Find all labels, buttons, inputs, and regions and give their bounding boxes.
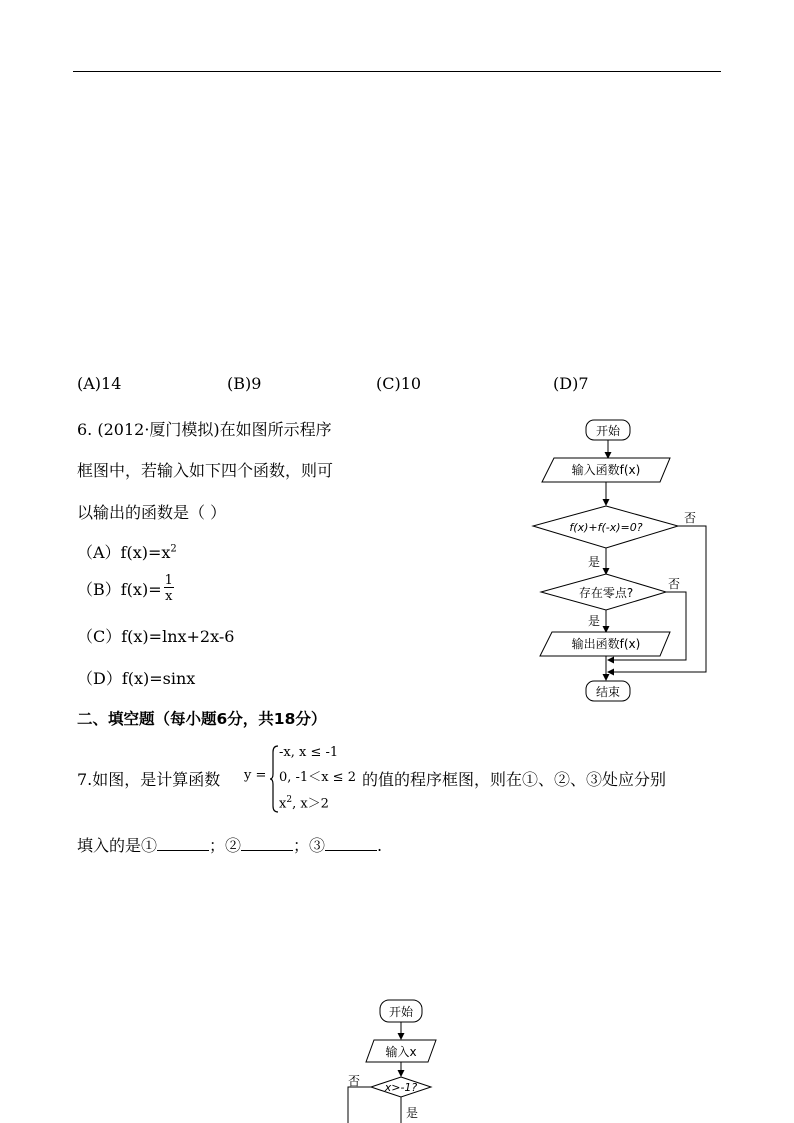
answer-blank-2[interactable] [241,836,293,851]
q6-option-a [77,540,177,563]
q5-option-d: (D)7 [553,374,589,393]
q6-line-1: 6. (2012·厦门模拟)在如图所示程序 [77,420,332,439]
q5-option-c: (C)10 [376,374,422,393]
flow-condition-1-label: f(x)+f(-x)=0? [569,521,643,534]
q7-line-2-c: ；③ [293,836,326,855]
q5-option-b: (B)9 [227,374,262,393]
answer-blank-3[interactable] [325,836,377,851]
q7-line-2 [77,833,382,856]
answer-blank-1[interactable] [157,836,209,851]
fraction-numerator: 1 [164,573,173,588]
flow-start-label: 开始 [595,424,621,438]
flow-yes-2-label: 是 [588,614,601,628]
flow2-input-label: 输入x [385,1045,417,1059]
fraction-denominator: x [165,589,173,604]
q6-option-a-sup: 2 [170,543,177,555]
section-2-title: 二、填空题（每小题6分，共18分） [77,710,327,728]
q7-piece-1: -x, x ≤ -1 [279,745,339,760]
q5-option-a: (A)14 [77,374,122,393]
q6-option-b [77,574,174,603]
q6-line-2: 框图中，若输入如下四个函数，则可 [77,461,334,480]
q6-option-b-fraction [164,574,174,603]
q7-piece-3-base: x [279,796,287,812]
flow2-condition-label: x>-1? [384,1081,418,1094]
flow2-start-label: 开始 [388,1005,414,1019]
q7-line-2-a: 填入的是① [77,836,158,855]
flow-output-label: 输出函数f(x) [571,637,641,651]
flow-input-label: 输入函数f(x) [571,463,641,477]
q6-flowchart [520,410,720,710]
q7-y-eq: y = [244,768,267,783]
flow-yes-1-label: 是 [588,555,601,569]
flow2-yes-label: 是 [406,1106,419,1120]
q7-piece-2: 0, -1＜x ≤ 2 [279,770,356,785]
flow2-no-label: 否 [348,1074,361,1088]
q6-option-c: （C）f(x)=lnx+2x-6 [77,627,235,646]
flow-condition-2-label: 存在零点? [578,586,634,600]
q7-suffix: 的值的程序框图，则在①、②、③处应分别 [362,770,667,789]
q7-line-2-b: ；② [209,836,242,855]
q7-piece-3-rest: , x＞2 [292,796,329,812]
q6-line-3: 以输出的函数是（ ） [77,503,227,522]
q7-prefix: 7.如图，是计算函数 [77,770,221,789]
flow-end-label: 结束 [595,685,621,699]
flow-no-1-label: 否 [684,511,697,525]
q7-piece-3 [279,796,329,810]
q7-line-2-end: . [377,836,383,855]
q6-option-d: （D）f(x)=sinx [77,669,196,688]
q6-option-b-text: （B）f(x)= [77,580,162,599]
q7-piece-3-sup: 2 [286,795,293,805]
q6-option-a-text: （A）f(x)=x [77,543,171,562]
flow-no-2-label: 否 [668,577,681,591]
q7-flowchart [340,995,460,1123]
header-rule [73,71,721,72]
